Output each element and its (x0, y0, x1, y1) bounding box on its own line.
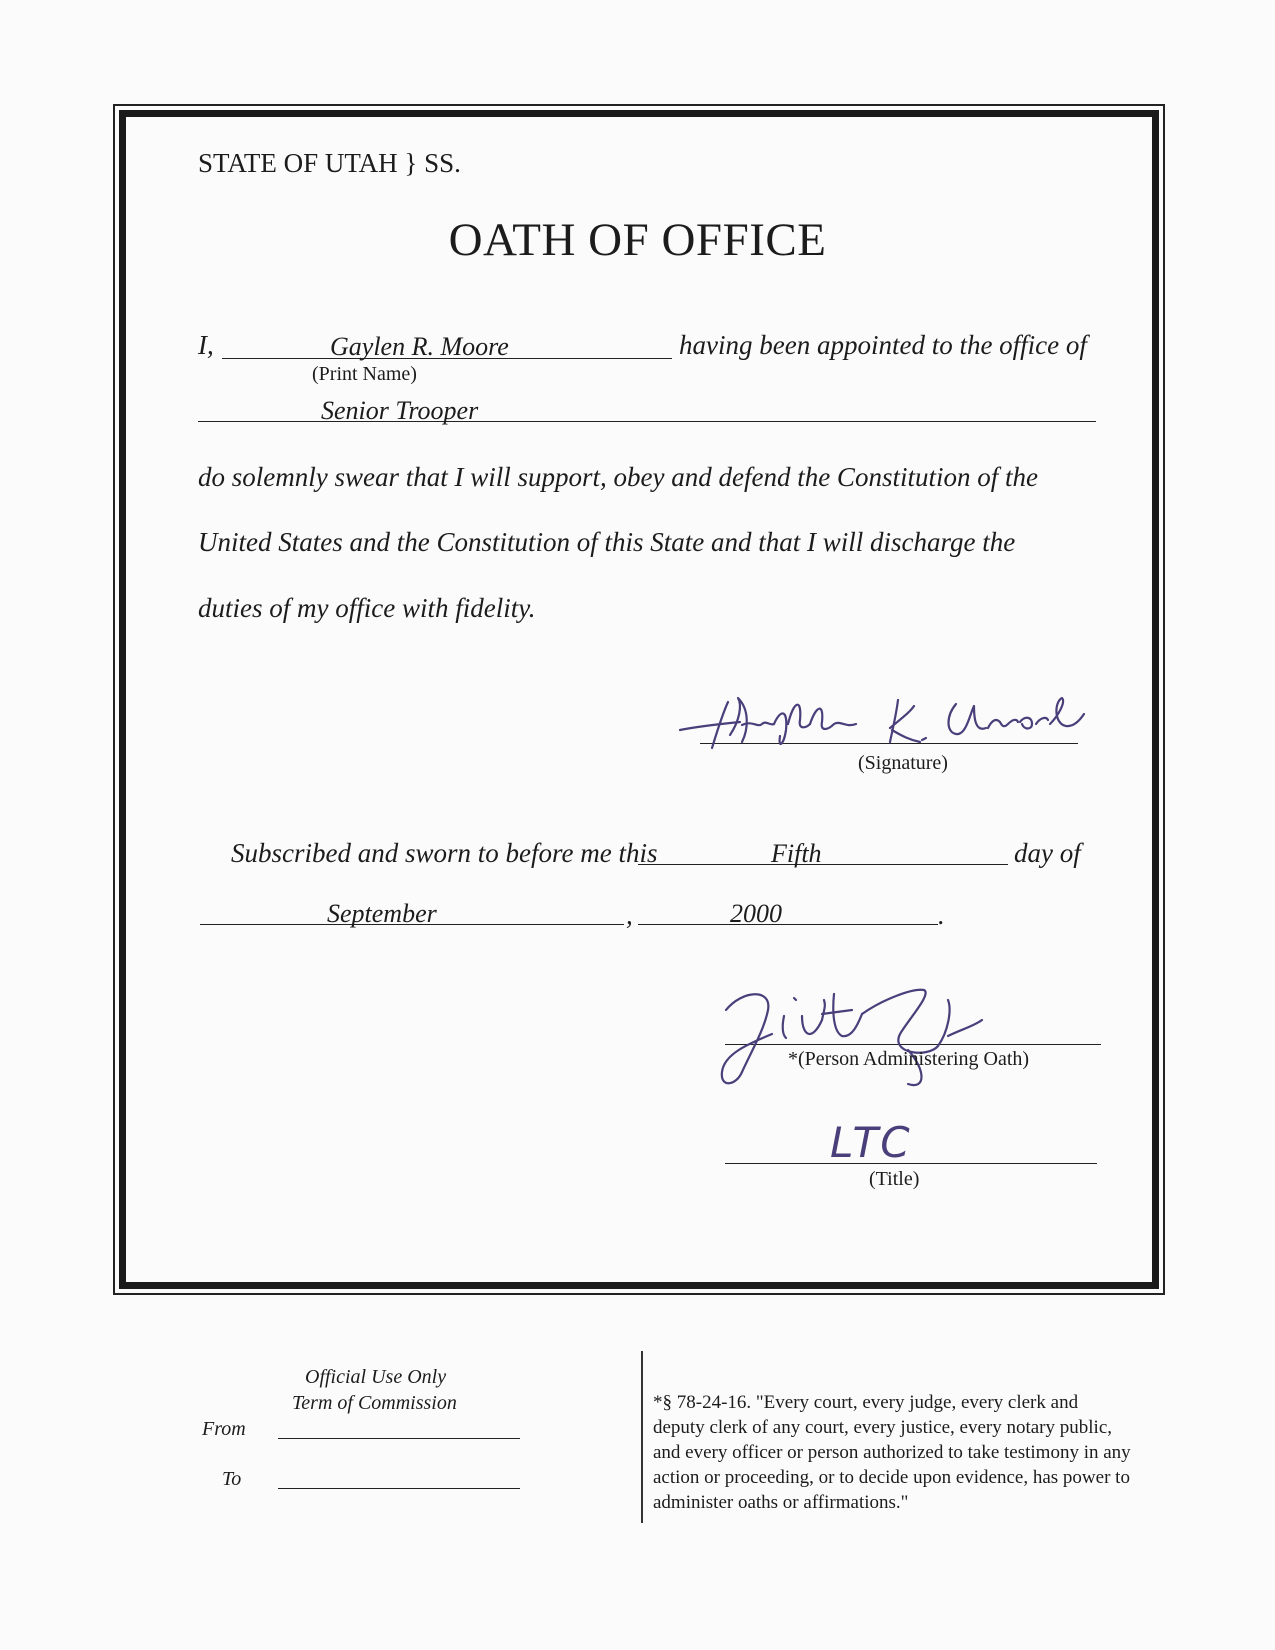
from-field (278, 1438, 520, 1439)
section-divider (641, 1351, 643, 1523)
to-field (278, 1488, 520, 1489)
administrator-caption: *(Person Administering Oath) (788, 1048, 1030, 1070)
year-value: 2000 (730, 899, 782, 928)
title-caption: (Title) (869, 1168, 920, 1190)
to-label: To (222, 1468, 242, 1490)
statute-notice: *§ 78-24-16. "Every court, every judge, every clerk and deputy clerk of any court, every justice, every notary public, and every officer or person authorized to take testimony in any action or proceeding, or to decide upon evidence, has power to administer oaths or affirmations." (653, 1392, 1131, 1513)
printed-name: Gaylen R. Moore (330, 332, 509, 361)
day-of-text: day of (1014, 838, 1081, 868)
appointment-suffix: having been appointed to the office of (679, 330, 1087, 360)
oath-line-3: duties of my office with fidelity. (198, 593, 536, 623)
year-line (638, 924, 938, 925)
page-title: OATH OF OFFICE (448, 214, 827, 266)
title-value: LTC (830, 1118, 912, 1167)
from-label: From (202, 1418, 246, 1440)
official-use-heading: Official Use Only (305, 1366, 447, 1388)
sworn-prefix: Subscribed and sworn to before me this (231, 838, 658, 868)
term-heading: Term of Commission (292, 1392, 457, 1414)
office-value: Senior Trooper (321, 396, 479, 425)
appointment-prefix: I, (198, 330, 214, 360)
oath-line-2: United States and the Constitution of this State and that I will discharge the (198, 527, 1016, 557)
period: . (938, 900, 945, 930)
month-value: September (327, 899, 437, 928)
day-line (638, 864, 1008, 865)
state-line: STATE OF UTAH } SS. (198, 148, 461, 178)
day-value: Fifth (771, 839, 822, 868)
print-name-caption: (Print Name) (312, 363, 417, 385)
administrator-signature (712, 980, 1032, 1095)
comma: , (626, 900, 633, 930)
signature-caption: (Signature) (858, 752, 948, 774)
oath-line-1: do solemnly swear that I will support, obey and defend the Constitution of the (198, 462, 1038, 492)
